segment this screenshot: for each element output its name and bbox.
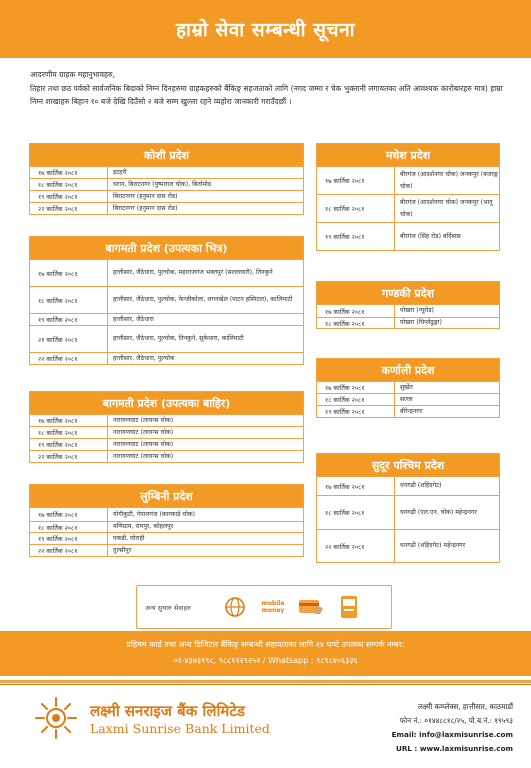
schedule-row [317,476,499,495]
divider-stripe-thin [0,684,531,685]
region-title: गण्डकी प्रदेश [317,282,499,304]
row-branches: धरान, बिराटनगर (पुष्पलाल चोक), बिर्तामोड [113,180,212,188]
region-title: बागमती प्रदेश (उपत्यका बाहिर) [30,392,303,414]
row-date: १७ कार्तिक २०८१ [30,167,108,178]
row-branches: नारायणघाट (लायन्स चोक) [113,428,174,436]
schedule-row [30,438,303,450]
row-date: १९ कार्तिक २०८१ [317,406,395,417]
row-branches: मणिग्राम, रामपुर, कोहलपुर [113,523,174,530]
schedule-row [317,194,499,222]
contact-banner [0,631,531,676]
greeting: आदरणीय ग्राहक महानुभावहरु, [30,70,115,79]
row-branches: नारायणघाट (लायन्स चोक) [113,440,174,448]
schedule-row [30,166,303,178]
row-branches: हात्तीसार, जैठेधारा, पुल्चोक, फेन्जीकोला, लगनखेल (पाटन हस्पिटल), कालिमाटी [113,296,293,303]
row-branches: धनगढी (शहिदगेट) महेन्द्रनगर [400,542,466,549]
row-branches: बिराटनगर (हनुमान दास रोड) [113,192,178,200]
row-date: १७ कार्तिक २०८१ [317,382,395,393]
row-branches: धनगढी (एल.एन. चोक) महेन्द्रनगर [400,508,477,516]
schedule-row [30,286,303,313]
region-box [29,391,304,463]
schedule-row [317,381,499,393]
row-branches: पोखरा (चिप्लेढुङ्गा) [400,319,442,326]
row-date: १९ कार्तिक २०८१ [317,223,395,250]
row-date: १७ कार्तिक २०८१ [30,260,108,286]
row-branches: नारायणघाट (लायन्स चोक) [113,416,174,424]
contact-line-1: प्रहिमम कार्ड तथा अन्य डिजिटल बैंकिङ् सम्बन्धी सहायताका लागि २४ घण्टे उपलब्ध सम्पर्क नम्बर: [126,640,405,649]
schedule-row [30,521,303,532]
region-box [29,484,304,557]
region-box [316,453,500,563]
schedule-row [30,544,303,556]
schedule-row [30,450,303,462]
region-box [316,358,500,418]
schedule-row [30,190,303,202]
intro-body: तिहार तथा छठ पर्वको सार्वजनिक बिदाको निम्न दिनहरुमा ग्राहकहरुको बैंकिङ् सहजताको लागि (नगद जम्मा र चेक भुक्तानी लगायतका अति आवश्यक कारोबारहरु मात्र) हाम्रा निम्न शाखाहरु बिहान १० बजे देखि दिउँसो २ बजे सम्म खुल्ला रहने व्यहोरा जानकारी गराउँदछौं । [30,83,503,106]
row-branches: पोखरा (न्यूरोड) [400,307,434,314]
mobile-money-text: mobile money [261,600,285,614]
services-label: अन्य सुचारु सेवाहरु [145,603,191,612]
schedule-row [317,529,499,562]
region-title: कोशी प्रदेश [30,144,303,166]
bank-url[interactable]: URL : www.laxmisunrise.com [395,744,513,753]
bank-phone: फोन नं.: ०१४४८८१८/२५, पो.ब.नं.: १९५९३ [399,716,513,725]
bank-logo-icon [32,694,80,742]
intro-text [30,68,508,109]
region-box [316,143,500,251]
contact-line-2: ०१-४३७३१९८, ९८८१२२९२५२ / Whatsapp : ९८९८४०६३३६ [173,656,358,665]
region-title: लुम्बिनी प्रदेश [30,485,303,507]
schedule-row [317,495,499,529]
row-date: १७ कार्तिक २०८१ [317,477,395,495]
region-title: सुदूर पश्चिम प्रदेश [317,454,499,476]
row-branches: बीरगंज (आदर्शनगर चोक) जनकपुर (बजरङ्ग चोक) [400,170,498,190]
schedule-row [317,304,499,317]
schedule-row [317,222,499,250]
row-date: १७ कार्तिक २०८१ [317,305,395,317]
row-date: २२ कार्तिक २०८१ [30,203,108,214]
row-branches: बीरेन्द्रनगर [400,407,423,415]
row-branches: धनगढी (शहिदगेट) [400,482,442,489]
region-box [29,143,304,215]
schedule-row [30,178,303,190]
other-services-box [136,585,392,629]
row-date: २२ कार्तिक २०८१ [30,353,108,364]
bank-address: लक्ष्मी कम्प्लेक्स, हात्तीसार, काठमाडौं [417,702,513,711]
row-date: १९ कार्तिक २०८१ [30,439,108,450]
row-date: १८ कार्तिक २०८१ [317,496,395,529]
notice-title: हाम्रो सेवा सम्बन्धी सूचना [175,19,356,41]
schedule-row [317,166,499,194]
row-branches: हात्तीसार, जैठेधारा [113,315,154,323]
divider-stripe [0,680,531,683]
row-branches: योगीकुटी, नेपालगंज (कारकाडे चोक) [113,510,196,518]
internet-banking-icon [221,594,249,620]
row-date: १८ कार्तिक २०८१ [317,195,395,222]
row-date: २२ कार्तिक २०८१ [317,530,395,562]
row-branches: सुर्खेत [400,383,413,391]
mobile-money-icon [259,594,287,620]
schedule-row [30,202,303,214]
row-date: १९ कार्तिक २०८१ [30,191,108,202]
row-branches: नारायणघाट (लायन्स चोक) [113,452,174,460]
bank-email: Email: info@laxmisunrise.com [391,730,513,739]
row-branches: बीरगंज (सिंह रोड) बर्दिबास [400,232,461,240]
region-box [29,236,304,365]
row-branches: बिराटनगर (हनुमान दास रोड) [113,204,178,212]
schedule-row [30,352,303,364]
region-title: बागमती प्रदेश (उपत्यका भित्र) [30,237,303,259]
bank-contact-info [392,700,513,756]
row-date: १७ कार्तिक २०८१ [317,167,395,194]
bank-name-en: Laxmi Sunrise Bank Limited [90,720,270,736]
region-title: मधेश प्रदेश [317,144,499,166]
row-date: १९ कार्तिक २०८१ [30,314,108,325]
row-branches: सल्ला [400,395,413,403]
row-date: २१ कार्तिक २०८१ [30,326,108,352]
row-date: १८ कार्तिक २०८१ [317,394,395,405]
atm-icon [335,594,363,620]
schedule-row [30,259,303,286]
notice-header [0,0,531,58]
schedule-row [30,426,303,438]
row-branches: इटहरी [113,168,127,176]
card-icon [297,594,325,620]
schedule-row [317,317,499,328]
schedule-row [30,325,303,352]
row-date: १७ कार्तिक २०८१ [30,508,108,521]
row-branches: हात्तीसार, जैठेधारा, पुल्चोक, महाराजगंज भक्तपुर (सल्लाघारी), तिनकुने [113,269,273,276]
schedule-row [30,414,303,426]
schedule-row [30,532,303,544]
row-branches: हात्तीसार, जैठेधारा, पुल्चोक [113,354,175,362]
schedule-row [317,393,499,405]
row-date: १९ कार्तिक २०८१ [30,533,108,544]
row-date: १८ कार्तिक २०८१ [317,318,395,328]
row-branches: तुल्सीपुर [113,546,132,554]
row-branches: बीरगंज (आदर्शनगर चोक) जनकपुर (भानु चोक) [400,198,493,218]
row-branches: हात्तीसार, जैठेधारा, पुल्चोक, तिनकुने, सुकेधारा, कालिमाटी [113,335,244,342]
schedule-row [317,405,499,417]
bank-brand [32,694,270,742]
schedule-row [30,507,303,521]
row-date: १७ कार्तिक २०८१ [30,415,108,426]
bank-name-np: लक्ष्मी सनराइज बैंक लिमिटेड [90,701,245,720]
row-date: २२ कार्तिक २०८१ [30,451,108,462]
row-date: १८ कार्तिक २०८१ [30,287,108,313]
row-date: २२ कार्तिक २०८१ [30,545,108,556]
row-branches: पकडी, घोराही [113,534,145,542]
schedule-row [30,313,303,325]
row-date: १८ कार्तिक २०८१ [30,179,108,190]
row-date: १८ कार्तिक २०८१ [30,522,108,532]
region-title: कर्णाली प्रदेश [317,359,499,381]
region-box [316,281,500,329]
row-date: १८ कार्तिक २०८१ [30,427,108,438]
